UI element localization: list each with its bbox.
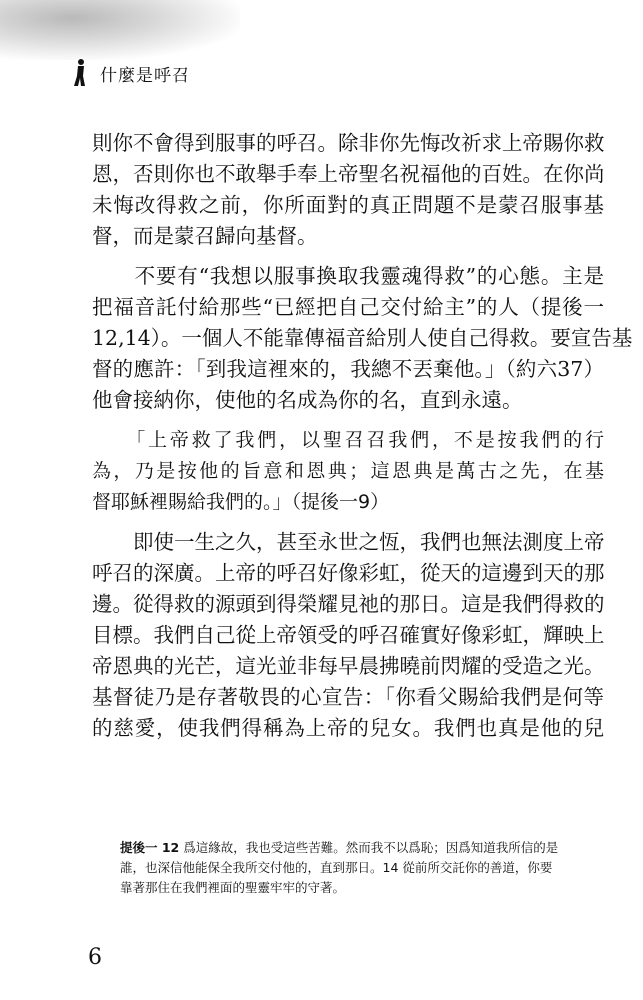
footnote-line bbox=[120, 838, 605, 858]
silhouette-figure-icon bbox=[72, 58, 88, 88]
text-line: 則你不會得到服事的呼召。除非你先悔改祈求上帝賜你救 bbox=[92, 131, 605, 155]
scripture-quote bbox=[92, 425, 604, 518]
text-line: 督的應許：「到我這裡來的，我總不丟棄他。」（約六37） bbox=[92, 357, 604, 381]
paragraph bbox=[92, 527, 604, 744]
paragraph bbox=[92, 128, 604, 252]
paragraph bbox=[92, 261, 633, 416]
text-line: 督耶穌裡賜給我們的。」（提後一9） bbox=[92, 491, 390, 513]
text-line: 不要有“我想以服事換取我靈魂得救”的心態。主是 bbox=[92, 264, 604, 288]
corner-shading bbox=[0, 0, 240, 60]
chapter-title: 什麼是呼召 bbox=[100, 65, 190, 86]
footnote-line: 靠著那住在我們裡面的聖靈牢牢的守著。 bbox=[120, 880, 346, 895]
footnote bbox=[120, 838, 605, 898]
text-line: 即使一生之久，甚至永世之恆，我們也無法測度上帝 bbox=[92, 530, 605, 554]
page-number: 6 bbox=[88, 945, 102, 970]
footnote-text: 爲這緣故，我也受這些苦難。然而我不以爲恥；因爲知道我所信的是 bbox=[179, 840, 559, 855]
text-line: 為，乃是按他的旨意和恩典；這恩典是萬古之先，在基 bbox=[92, 460, 604, 482]
text-line: 邊。從得救的源頭到得榮耀見祂的那日。這是我們得救的 bbox=[92, 592, 605, 616]
footnote-reference: 提後一 12 bbox=[120, 840, 180, 855]
text-line: 12,14）。一個人不能靠傳福音給別人使自己得救。要宣告基 bbox=[92, 326, 633, 350]
text-line: 的慈愛，使我們得稱為上帝的兒女。我們也真是他的兒 bbox=[92, 716, 604, 740]
text-line: 呼召的深廣。上帝的呼召好像彩虹，從天的這邊到天的那 bbox=[92, 561, 605, 585]
text-line: 帝恩典的光芒，這光並非每早晨拂曉前閃耀的受造之光。 bbox=[92, 654, 605, 678]
text-line: 目標。我們自己從上帝領受的呼召確實好像彩虹，輝映上 bbox=[92, 623, 605, 647]
footnote-line: 誰，也深信他能保全我所交付他的，直到那日。14 從前所交託你的善道，你要 bbox=[120, 860, 553, 875]
text-line: 恩，否則你也不敢舉手奉上帝聖名祝福他的百姓。在你尚 bbox=[92, 162, 605, 186]
text-line: 督，而是蒙召歸向基督。 bbox=[92, 224, 318, 248]
running-header bbox=[72, 58, 190, 88]
text-line: 他會接納你，使他的名成為你的名，直到永遠。 bbox=[92, 388, 523, 412]
text-line: 把福音託付給那些“已經把自己交付給主”的人（提後一 bbox=[92, 295, 604, 319]
body-text bbox=[92, 128, 633, 744]
text-line: 未悔改得救之前，你所面對的真正問題不是蒙召服事基 bbox=[92, 193, 604, 217]
text-line: 「上帝救了我們，以聖召召我們，不是按我們的行 bbox=[92, 429, 604, 451]
text-line: 基督徒乃是存著敬畏的心宣告：「你看父賜給我們是何等 bbox=[92, 685, 604, 709]
